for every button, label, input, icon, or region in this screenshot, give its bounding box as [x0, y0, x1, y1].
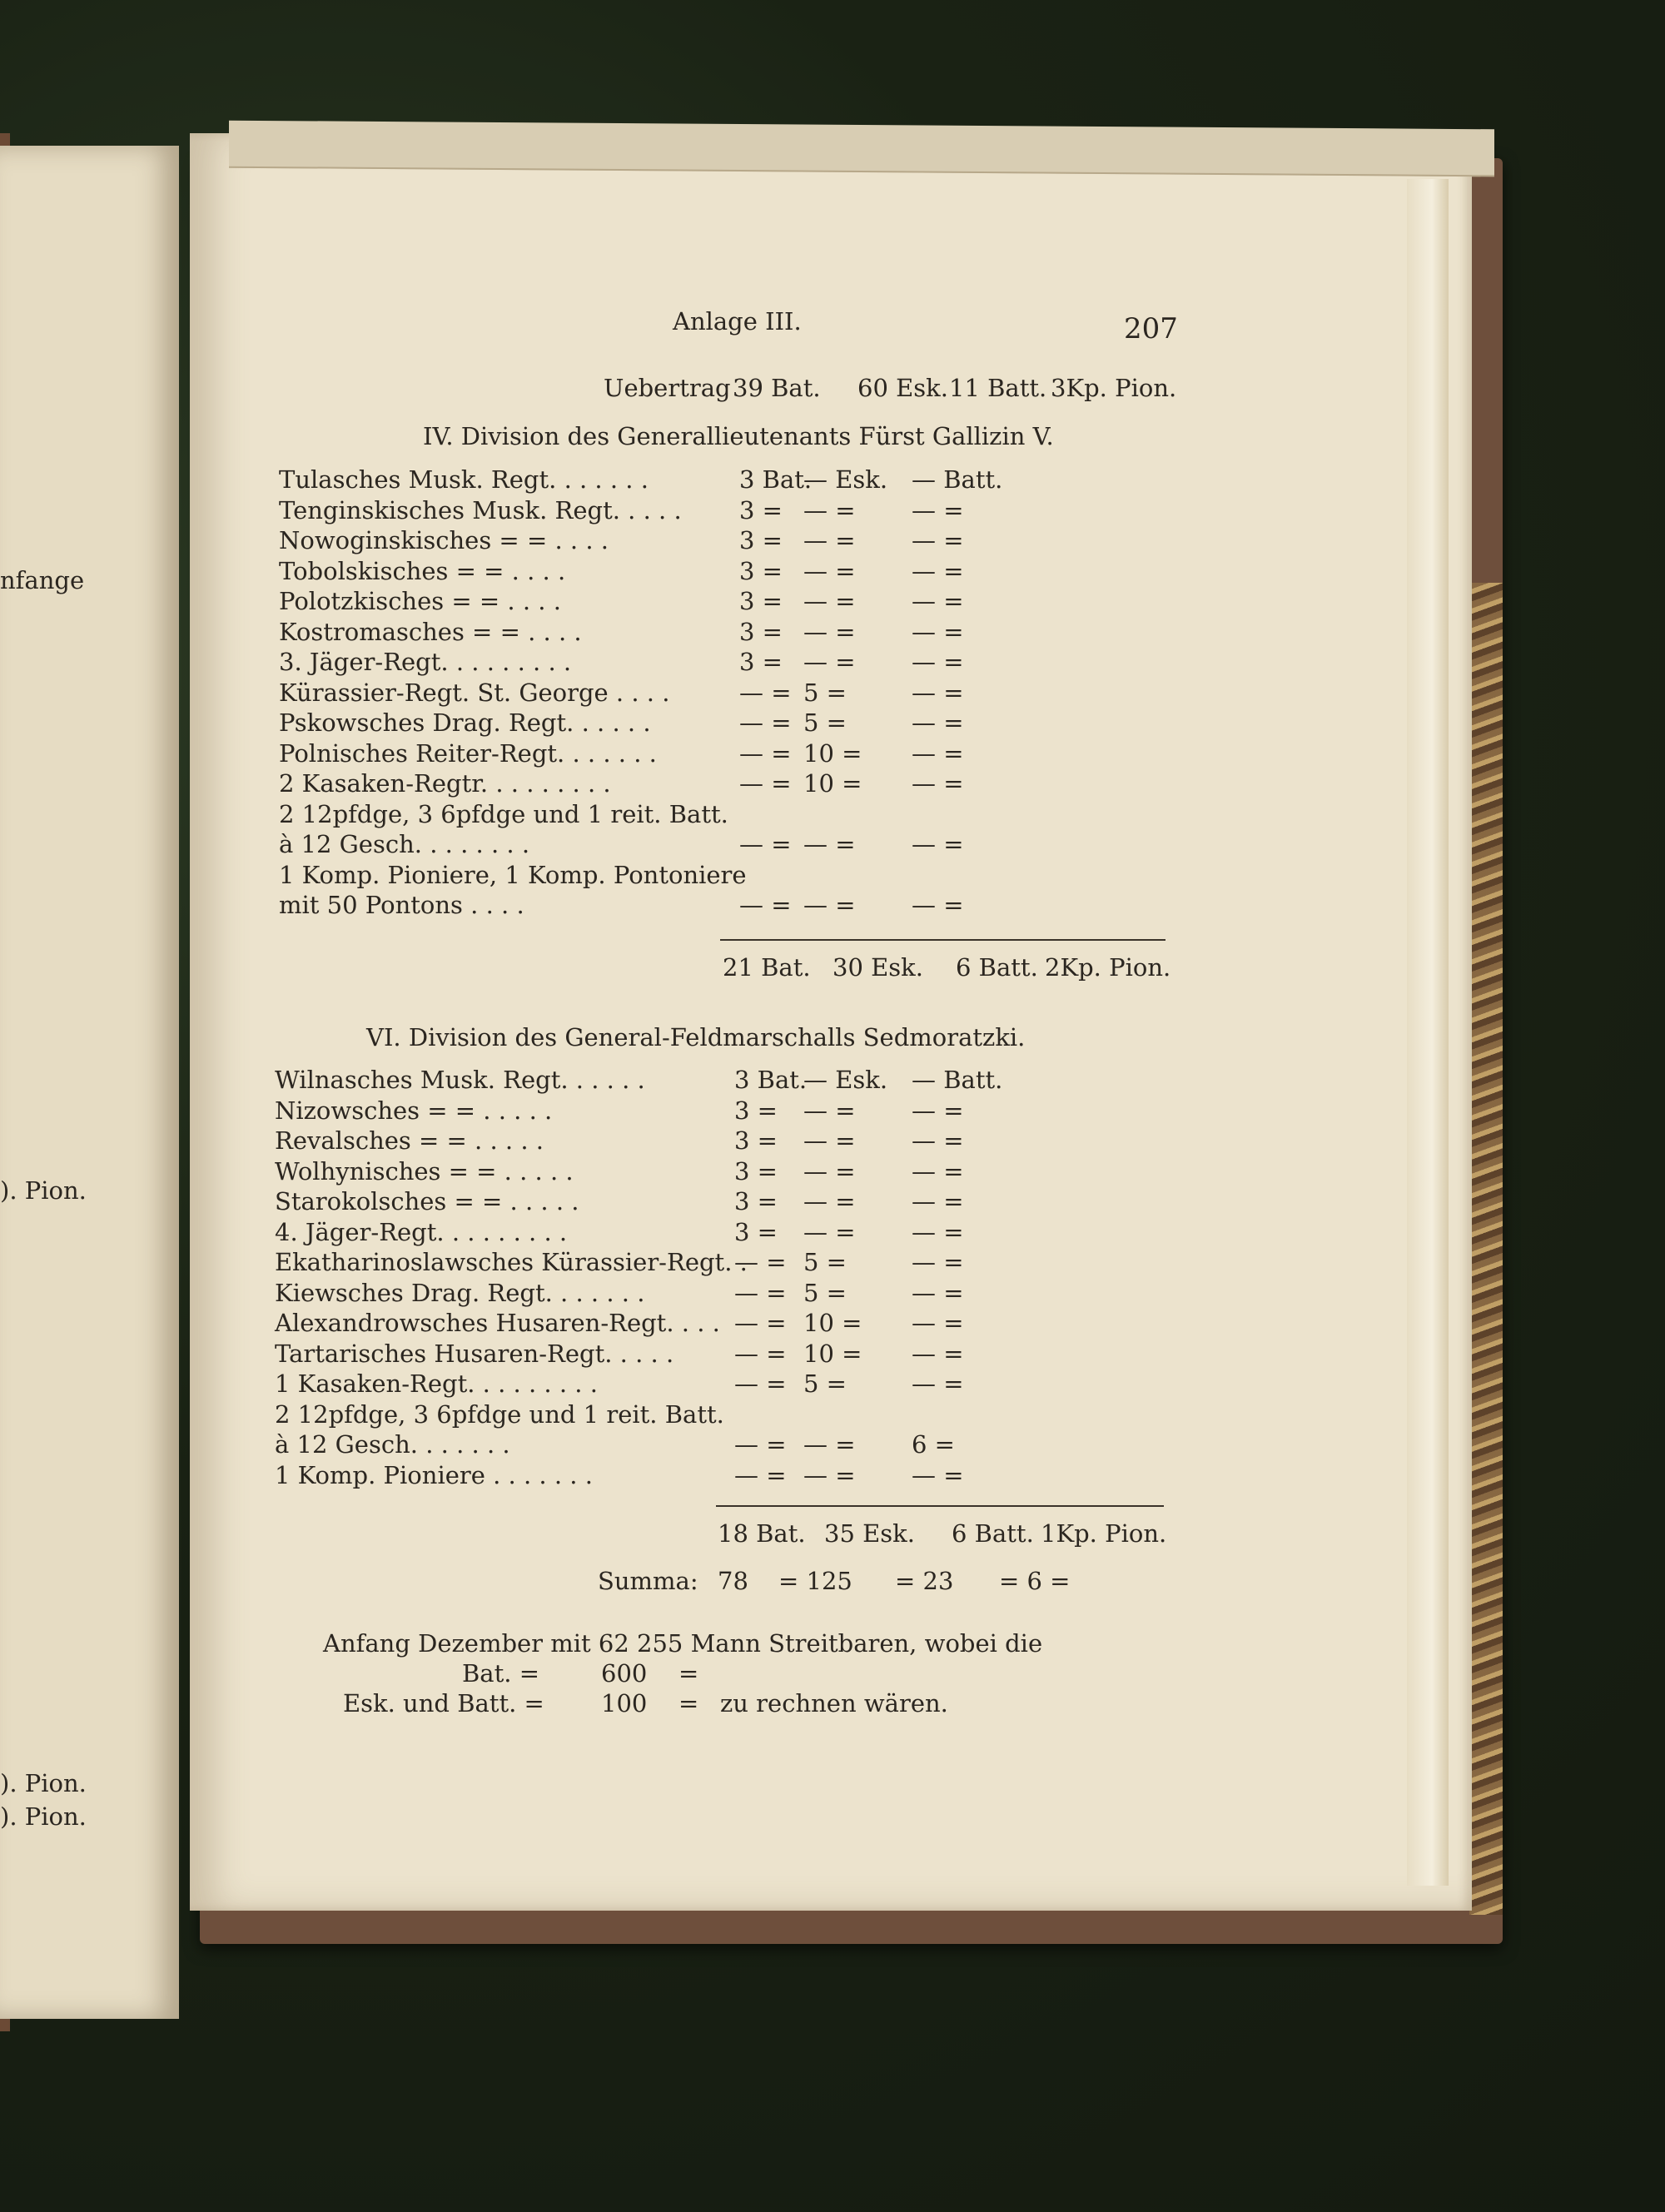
carry-over-label: Uebertrag	[604, 374, 731, 402]
division-vi-row-esk: — =	[803, 1217, 856, 1246]
division-iv-row-bat: 3 =	[739, 587, 783, 615]
division-iv-row-esk: — =	[803, 617, 856, 646]
division-iv-row-esk: 10 =	[803, 769, 862, 798]
carry-over-pion: 3Kp. Pion.	[1051, 374, 1177, 402]
division-vi-row-batt: — =	[912, 1309, 964, 1337]
division-iv-row-name: Kürassier-Regt. St. George . . . .	[279, 678, 670, 707]
division-vi-row-batt: — =	[912, 1126, 964, 1155]
division-iv-row-bat: 3 =	[739, 617, 783, 646]
division-vi-row-bat: 3 =	[734, 1096, 778, 1125]
page-edge	[1407, 179, 1449, 1886]
division-vi-row-esk: 10 =	[803, 1339, 862, 1368]
division-vi-rule	[716, 1505, 1164, 1507]
division-vi-row-name: 1 Kasaken-Regt. . . . . . . . .	[275, 1369, 598, 1398]
footer-esk-unit: =	[678, 1689, 699, 1717]
division-iv-row-name: à 12 Gesch. . . . . . . .	[279, 830, 530, 858]
division-vi-total-bat: 18 Bat.	[718, 1519, 806, 1548]
division-iv-row-esk: — =	[803, 587, 856, 615]
division-iv-rule	[720, 939, 1166, 941]
division-iv-row-esk: — =	[803, 556, 856, 585]
division-iv-row-name: Tobolskisches = = . . . .	[279, 556, 566, 585]
division-iv-row-bat: — =	[739, 708, 792, 737]
division-vi-row-esk: — Esk.	[803, 1066, 888, 1094]
division-vi-row-batt: — =	[912, 1369, 964, 1398]
carry-over-esk: 60 Esk.	[857, 374, 948, 402]
division-vi-row-bat: 3 =	[734, 1126, 778, 1155]
division-vi-row-batt: — =	[912, 1248, 964, 1276]
division-vi-row-esk: — =	[803, 1187, 856, 1215]
division-vi-row-bat: — =	[734, 1278, 787, 1307]
division-iv-row-name: 3. Jäger-Regt. . . . . . . . .	[279, 648, 572, 676]
division-vi-row-batt: — =	[912, 1187, 964, 1215]
division-iv-row-batt: — =	[912, 891, 964, 919]
division-vi-row-esk: — =	[803, 1096, 856, 1125]
division-iv-row-batt: — =	[912, 556, 964, 585]
summa-batt: = 23	[895, 1567, 954, 1595]
summa-label: Summa:	[598, 1567, 698, 1595]
division-vi-row-name: Wilnasches Musk. Regt. . . . . .	[275, 1066, 645, 1094]
division-iv-row-name: Polnisches Reiter-Regt. . . . . . .	[279, 738, 657, 768]
division-iv-row-bat: — =	[739, 738, 792, 768]
division-iv-row-bat: — =	[739, 769, 792, 798]
division-vi-row-name: Revalsches = = . . . . .	[275, 1126, 544, 1155]
division-vi-row-bat: — =	[734, 1430, 787, 1459]
division-iv-row-name: mit 50 Pontons . . . .	[279, 891, 524, 919]
footer-line-1: Anfang Dezember mit 62 255 Mann Streitbaren, wobei die	[323, 1629, 1043, 1658]
division-iv-row-batt: — =	[912, 738, 964, 768]
division-vi-row-esk: 5 =	[803, 1278, 847, 1307]
division-iv-total-batt: 6 Batt.	[956, 953, 1038, 982]
left-page	[0, 146, 179, 2019]
division-iv-row-batt: — =	[912, 617, 964, 646]
division-iv-row-esk: — =	[803, 495, 856, 524]
footer-bat-label: Bat. =	[462, 1659, 539, 1688]
division-vi-row-bat: — =	[734, 1309, 787, 1337]
division-iv-title: IV. Division des Generallieutenants Fürst Gallizin V.	[423, 422, 1054, 450]
division-vi-row-name: 1 Komp. Pioniere . . . . . . .	[275, 1460, 593, 1489]
division-vi-row-bat: — =	[734, 1248, 787, 1276]
torn-top-strip	[229, 121, 1494, 177]
division-iv-row-bat: — =	[739, 678, 792, 707]
division-vi-title: VI. Division des General-Feldmarschalls Sedmoratzki.	[366, 1023, 1026, 1051]
division-iv-row-batt: — =	[912, 708, 964, 737]
division-vi-total-esk: 35 Esk.	[824, 1519, 915, 1548]
division-iv-row-name: 2 12pfdge, 3 6pfdge und 1 reit. Batt.	[279, 799, 728, 828]
division-iv-row-name: Nowoginskisches = = . . . .	[279, 526, 609, 554]
division-iv-row-esk: — =	[803, 830, 856, 858]
division-vi-total-batt: 6 Batt.	[952, 1519, 1034, 1548]
division-iv-row-batt: — Batt.	[912, 465, 1003, 494]
division-iv-row-bat: 3 =	[739, 648, 783, 676]
left-fragment-4: ). Pion.	[0, 1802, 87, 1831]
division-vi-row-esk: — =	[803, 1156, 856, 1186]
division-iv-row-batt: — =	[912, 769, 964, 798]
division-vi-row-batt: 6 =	[912, 1430, 955, 1459]
footer-esk-value: 100	[601, 1689, 648, 1717]
left-fragment-1: nfange	[0, 566, 85, 594]
division-iv-row-esk: — Esk.	[803, 465, 888, 494]
division-vi-row-name: Alexandrowsches Husaren-Regt. . . .	[275, 1309, 720, 1337]
division-vi-row-batt: — =	[912, 1278, 964, 1307]
division-vi-row-name: Starokolsches = = . . . . .	[275, 1187, 579, 1215]
division-iv-row-name: Polotzkisches = = . . . .	[279, 587, 561, 615]
division-vi-row-batt: — =	[912, 1460, 964, 1489]
division-iv-row-batt: — =	[912, 495, 964, 524]
division-iv-row-batt: — =	[912, 678, 964, 707]
division-iv-row-bat: 3 Bat.	[739, 465, 813, 494]
page-heading: Anlage III.	[673, 307, 802, 336]
division-iv-row-bat: 3 =	[739, 556, 783, 585]
division-iv-row-esk: — =	[803, 526, 856, 554]
division-vi-row-esk: 5 =	[803, 1248, 847, 1276]
division-vi-row-name: Tartarisches Husaren-Regt. . . . .	[275, 1339, 674, 1368]
summa-esk: = 125	[778, 1567, 852, 1595]
division-iv-row-name: Kostromasches = = . . . .	[279, 617, 582, 646]
division-iv-row-esk: 5 =	[803, 678, 847, 707]
division-iv-row-bat: — =	[739, 830, 792, 858]
division-vi-row-esk: 5 =	[803, 1369, 847, 1398]
division-iv-row-name: Tenginskisches Musk. Regt. . . . .	[279, 495, 682, 524]
division-vi-row-name: Wolhynisches = = . . . . .	[275, 1156, 574, 1186]
carry-over-bat: 39 Bat.	[733, 374, 821, 402]
marbled-edge	[1469, 583, 1503, 1915]
division-iv-total-bat: 21 Bat.	[723, 953, 811, 982]
division-iv-row-batt: — =	[912, 830, 964, 858]
division-iv-row-name: Pskowsches Drag. Regt. . . . . .	[279, 708, 651, 737]
division-vi-row-esk: 10 =	[803, 1309, 862, 1337]
division-vi-row-esk: — =	[803, 1460, 856, 1489]
division-vi-total-pion: 1Kp. Pion.	[1041, 1519, 1167, 1548]
division-vi-row-name: Nizowsches = = . . . . .	[275, 1096, 553, 1125]
division-vi-row-bat: — =	[734, 1460, 787, 1489]
division-vi-row-bat: 3 =	[734, 1187, 778, 1215]
division-vi-row-batt: — Batt.	[912, 1066, 1003, 1094]
division-vi-row-bat: — =	[734, 1369, 787, 1398]
division-iv-total-pion: 2Kp. Pion.	[1045, 953, 1171, 982]
division-vi-row-batt: — =	[912, 1339, 964, 1368]
division-vi-row-esk: — =	[803, 1430, 856, 1459]
division-iv-row-batt: — =	[912, 648, 964, 676]
division-vi-row-bat: — =	[734, 1339, 787, 1368]
division-iv-row-esk: 5 =	[803, 708, 847, 737]
division-vi-row-batt: — =	[912, 1217, 964, 1246]
division-vi-row-name: 2 12pfdge, 3 6pfdge und 1 reit. Batt.	[275, 1399, 724, 1429]
footer-closing: zu rechnen wären.	[720, 1689, 948, 1717]
division-iv-row-bat: — =	[739, 891, 792, 919]
division-vi-row-esk: — =	[803, 1126, 856, 1155]
division-iv-row-bat: 3 =	[739, 495, 783, 524]
division-iv-row-bat: 3 =	[739, 526, 783, 554]
division-vi-row-bat: 3 =	[734, 1217, 778, 1246]
left-fragment-3: ). Pion.	[0, 1769, 87, 1797]
carry-over-batt: 11 Batt.	[949, 374, 1047, 402]
division-vi-row-batt: — =	[912, 1156, 964, 1186]
division-iv-row-esk: — =	[803, 891, 856, 919]
division-vi-row-bat: 3 =	[734, 1156, 778, 1186]
division-vi-row-name: à 12 Gesch. . . . . . .	[275, 1430, 510, 1459]
division-vi-row-name: Ekatharinoslawsches Kürassier-Regt. .	[275, 1248, 748, 1276]
footer-bat-value: 600	[601, 1659, 648, 1688]
footer-bat-unit: =	[678, 1659, 699, 1688]
division-iv-row-name: 1 Komp. Pioniere, 1 Komp. Pontoniere	[279, 860, 747, 889]
division-vi-row-bat: 3 Bat.	[734, 1066, 808, 1094]
page-number: 207	[1124, 312, 1178, 345]
division-vi-row-name: 4. Jäger-Regt. . . . . . . . .	[275, 1217, 568, 1246]
left-fragment-2: ). Pion.	[0, 1176, 87, 1205]
division-vi-row-name: Kiewsches Drag. Regt. . . . . . .	[275, 1278, 645, 1307]
division-iv-row-esk: — =	[803, 648, 856, 676]
division-iv-row-name: 2 Kasaken-Regtr. . . . . . . . .	[279, 769, 611, 798]
summa-bat: 78	[718, 1567, 748, 1595]
division-vi-row-batt: — =	[912, 1096, 964, 1125]
division-iv-row-esk: 10 =	[803, 738, 862, 768]
division-iv-row-batt: — =	[912, 526, 964, 554]
division-iv-row-name: Tulasches Musk. Regt. . . . . . .	[279, 465, 649, 494]
footer-esk-label: Esk. und Batt. =	[343, 1689, 544, 1717]
division-iv-total-esk: 30 Esk.	[832, 953, 923, 982]
summa-pion: = 6 =	[999, 1567, 1071, 1595]
division-iv-row-batt: — =	[912, 587, 964, 615]
